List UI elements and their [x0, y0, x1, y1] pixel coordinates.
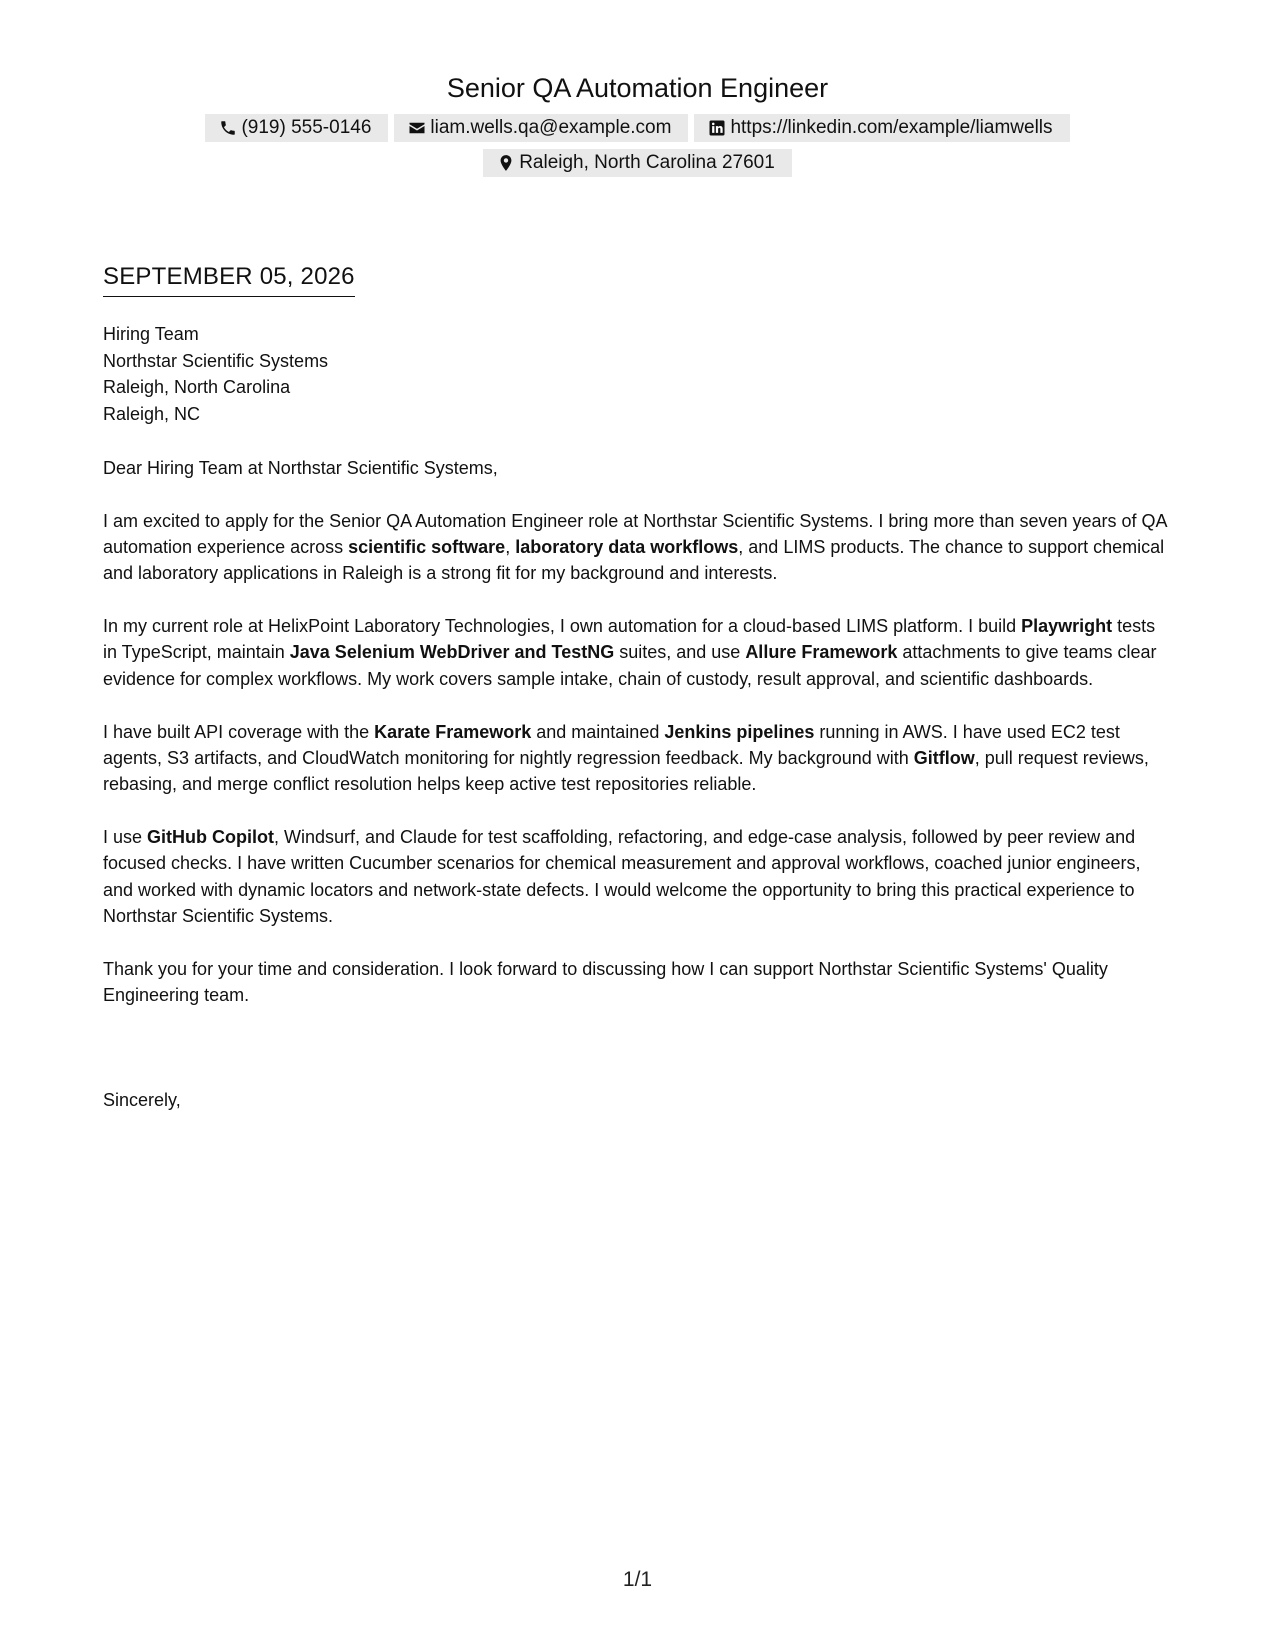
paragraph-ai-tools: I use GitHub Copilot, Windsurf, and Claude for test scaffolding, refactoring, and edge-case analysis, followed by peer review and focused checks. I have written Cucumber scenarios for chemical measurement and approval workflows, coached junior engineers, and worked with dynamic locators and network-state defects. I would welcome the opportunity to bring this practical experience to Northstar Scientific Systems. — [103, 826, 1141, 926]
recipient-line: Raleigh, North Carolina — [103, 377, 291, 397]
recipient-line: Raleigh, NC — [103, 403, 201, 424]
recipient-block — [103, 321, 328, 427]
location-text: Raleigh, North Carolina 27601 — [519, 152, 775, 173]
letter-body — [103, 455, 1173, 1035]
phone-icon — [218, 118, 238, 138]
recipient-line: Hiring Team — [103, 324, 199, 344]
closing-signoff: Sincerely, — [103, 1090, 181, 1110]
paragraph-current-role: In my current role at HelixPoint Laboratory Technologies, I own automation for a cloud-based LIMS platform. I build Playwright tests in TypeScript, maintain Java Selenium WebDriver and TestNG suites, and use Allure Framework attachments to give teams clear evidence for complex workflows. My work covers sample intake, chain of custody, result approval, and scientific dashboards. — [103, 616, 1157, 689]
paragraph-thanks: Thank you for your time and consideration. I look forward to discussing how I can support Northstar Scientific Systems' Quality Engineering team. — [103, 958, 1108, 1005]
paragraph-intro: I am excited to apply for the Senior QA Automation Engineer role at Northstar Scientific Systems. I bring more than seven years of QA automation experience across scientific software, laboratory data workflows, and LIMS products. The chance to support chemical and laboratory applications in Raleigh is a strong fit for my background and interests. — [103, 510, 1167, 584]
map-pin-icon — [496, 153, 516, 173]
envelope-icon — [407, 118, 427, 138]
job-title-heading: Senior QA Automation Engineer — [446, 73, 829, 103]
salutation: Dear Hiring Team at Northstar Scientific Systems, — [103, 458, 498, 478]
contact-row — [0, 114, 1275, 142]
phone-chip — [205, 114, 388, 142]
location-chip — [483, 149, 792, 177]
email-text[interactable]: liam.wells.qa@example.com — [430, 117, 672, 138]
email-chip[interactable] — [394, 114, 688, 142]
page-number: 1/1 — [622, 1568, 653, 1591]
location-row — [0, 149, 1275, 177]
linkedin-text[interactable]: https://linkedin.com/example/liamwells — [730, 117, 1053, 138]
recipient-line: Northstar Scientific Systems — [103, 350, 329, 371]
phone-text: (919) 555-0146 — [241, 117, 372, 138]
linkedin-chip[interactable] — [694, 114, 1069, 142]
paragraph-api-ci: I have built API coverage with the Karate Framework and maintained Jenkins pipelines running in AWS. I have used EC2 test agents, S3 artifacts, and CloudWatch monitoring for nightly regression feedback. My background with Gitflow, pull request reviews, rebasing, and merge conflict resolution helps keep active test repositories reliable. — [103, 721, 1149, 795]
letter-date: SEPTEMBER 05, 2026 — [103, 262, 355, 297]
linkedin-icon — [707, 118, 727, 138]
